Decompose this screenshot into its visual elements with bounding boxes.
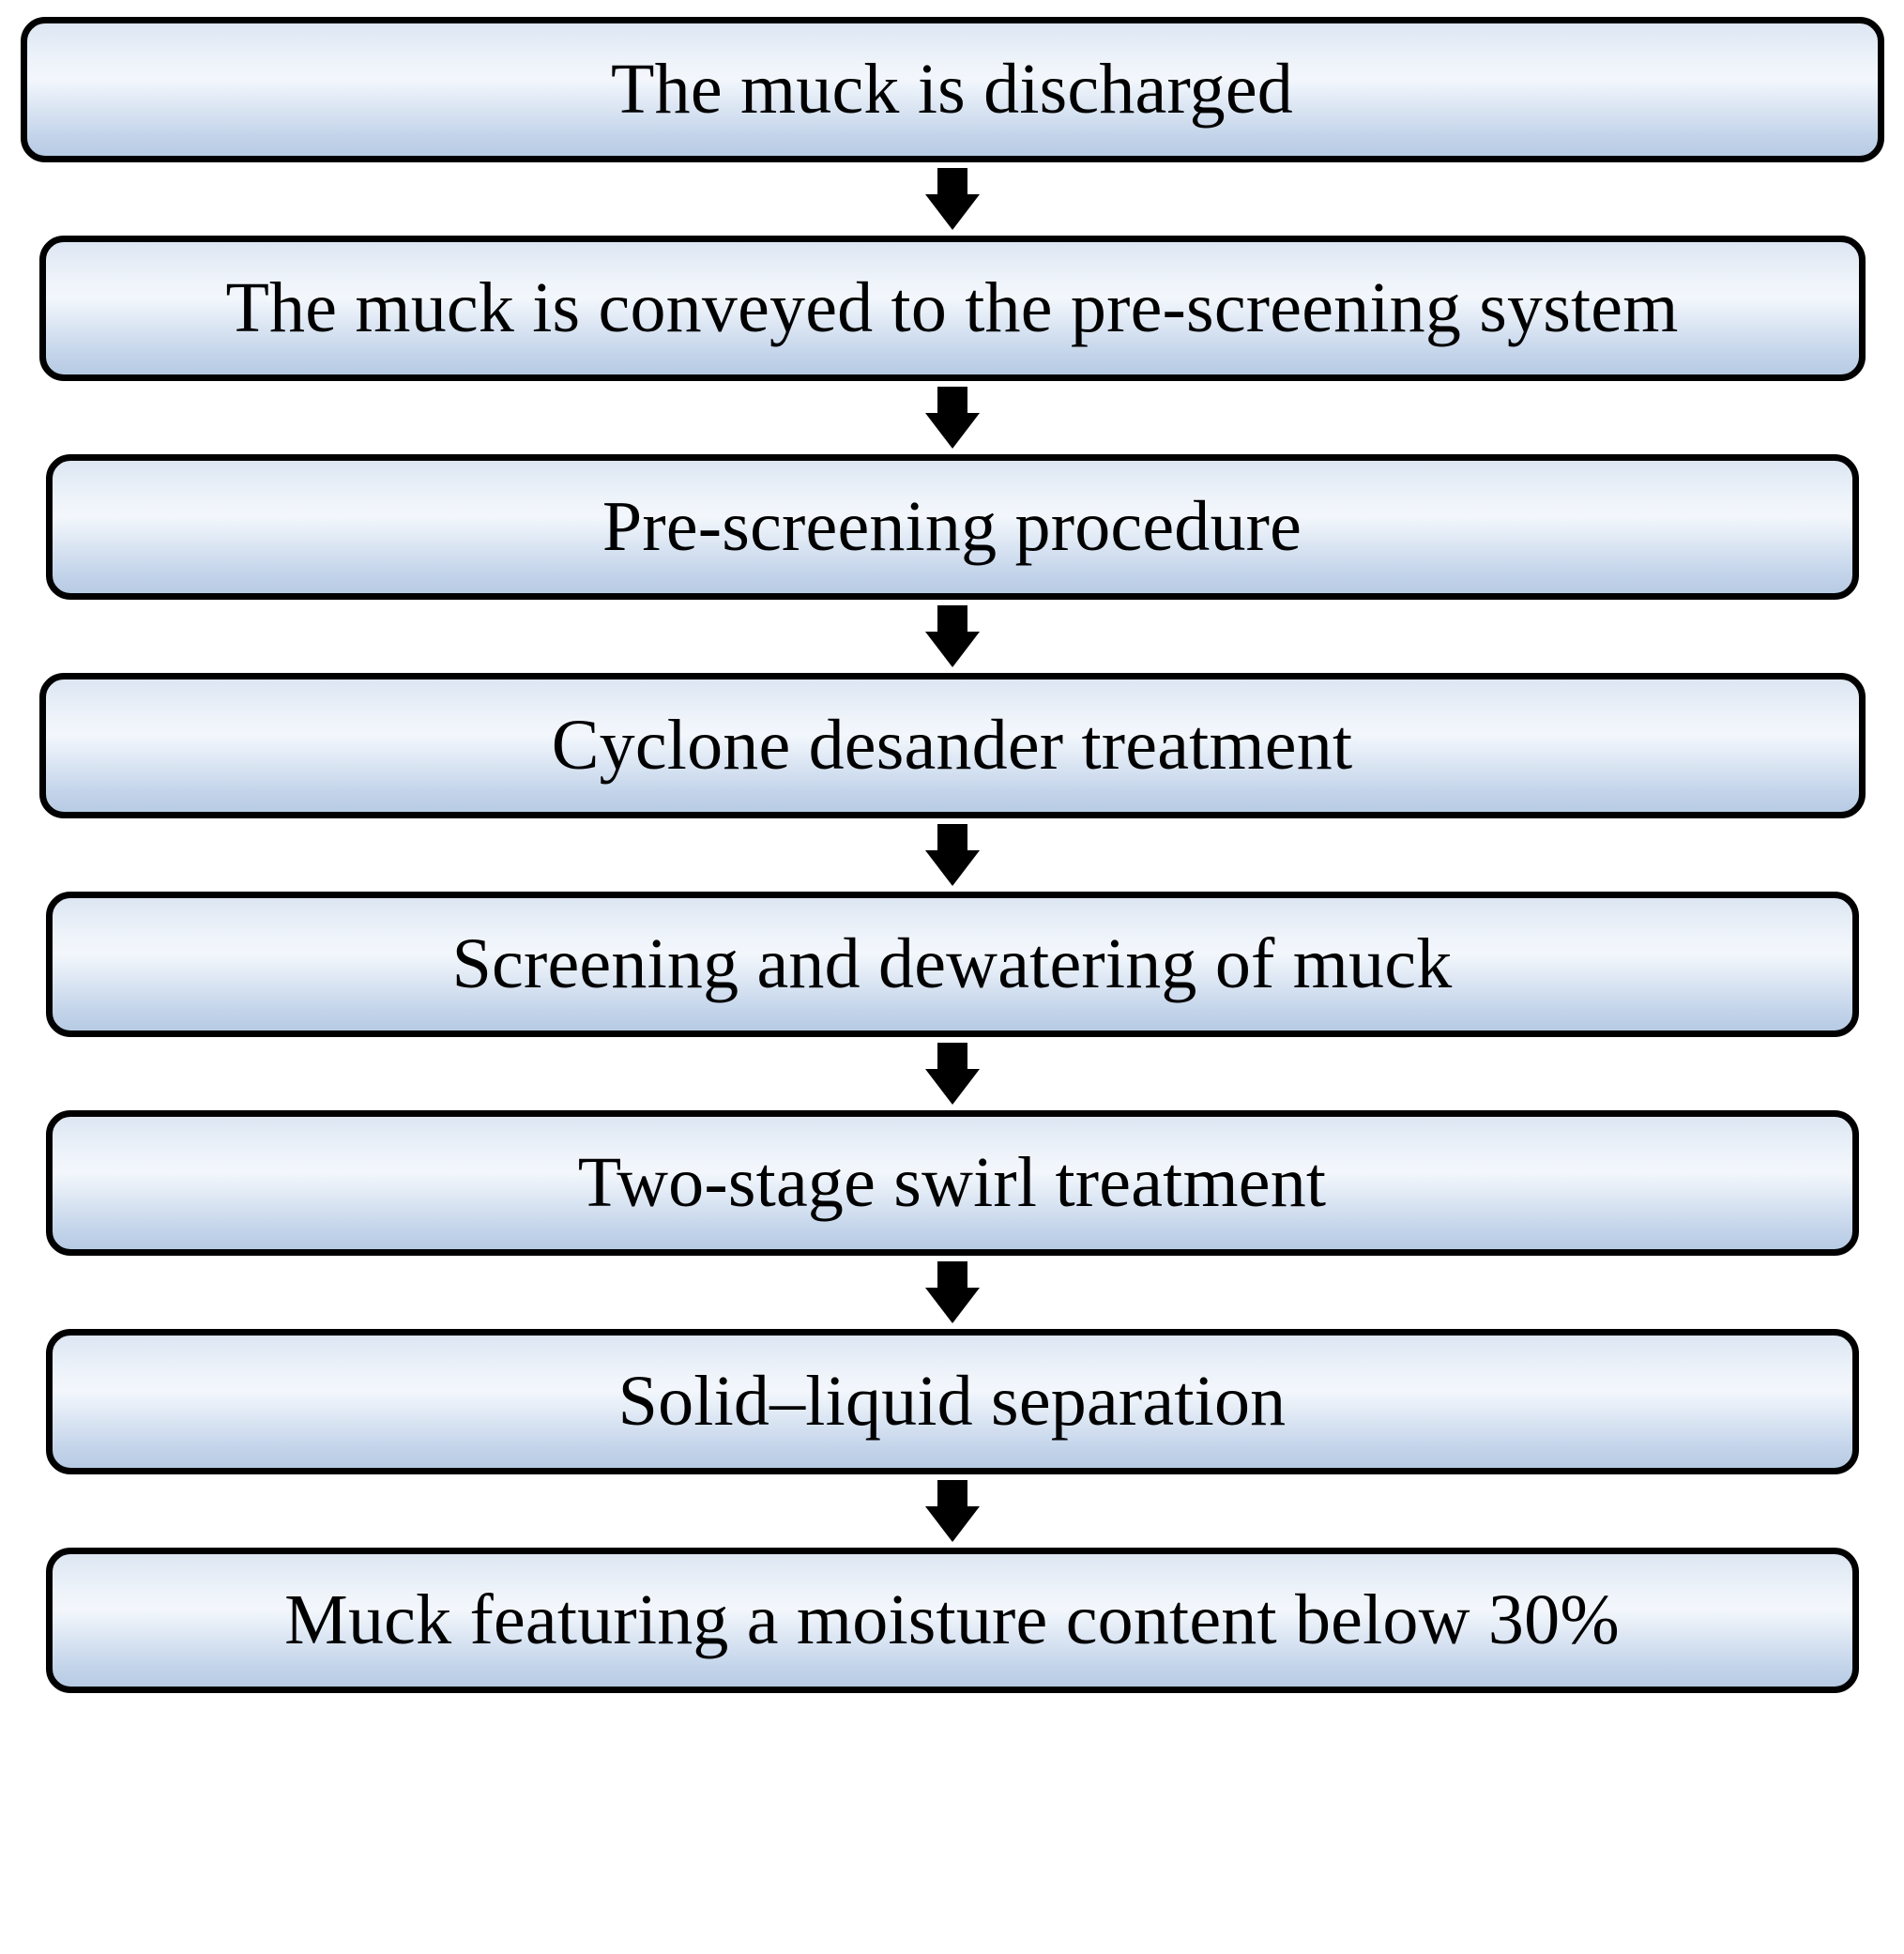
flow-connector-1 — [21, 162, 1883, 236]
flow-node-label: Cyclone desander treatment — [551, 705, 1353, 785]
flow-node-solid-liquid-separation — [46, 1329, 1859, 1474]
flow-node-label: Solid–liquid separation — [617, 1361, 1287, 1441]
flow-node-label: Two-stage swirl treatment — [577, 1142, 1327, 1222]
flow-node-label: The muck is discharged — [611, 49, 1293, 129]
flow-node-muck-discharged — [21, 17, 1884, 162]
flow-node-muck-conveyed — [39, 236, 1866, 381]
flow-node-screening-dewatering — [46, 892, 1859, 1037]
down-arrow-icon — [925, 1480, 980, 1542]
flow-node-two-stage-swirl — [46, 1110, 1859, 1256]
flow-connector-7 — [21, 1474, 1883, 1548]
flow-node-cyclone-desander — [39, 673, 1866, 818]
down-arrow-icon — [925, 168, 980, 230]
flow-connector-3 — [21, 600, 1883, 673]
flow-node-label: The muck is conveyed to the pre-screening system — [225, 267, 1679, 347]
flow-node-label: Muck featuring a moisture content below 30% — [284, 1580, 1620, 1659]
flow-connector-5 — [21, 1037, 1883, 1110]
flow-node-pre-screening-procedure — [46, 454, 1859, 600]
flow-connector-4 — [21, 818, 1883, 892]
flow-node-label: Pre-screening procedure — [602, 486, 1302, 566]
down-arrow-icon — [925, 1261, 980, 1323]
down-arrow-icon — [925, 387, 980, 449]
flow-connector-2 — [21, 381, 1883, 454]
down-arrow-icon — [925, 1043, 980, 1105]
flow-node-label: Screening and dewatering of muck — [451, 924, 1453, 1003]
flow-connector-6 — [21, 1256, 1883, 1329]
down-arrow-icon — [925, 824, 980, 886]
flow-node-muck-moisture-result — [46, 1548, 1859, 1693]
down-arrow-icon — [925, 605, 980, 667]
